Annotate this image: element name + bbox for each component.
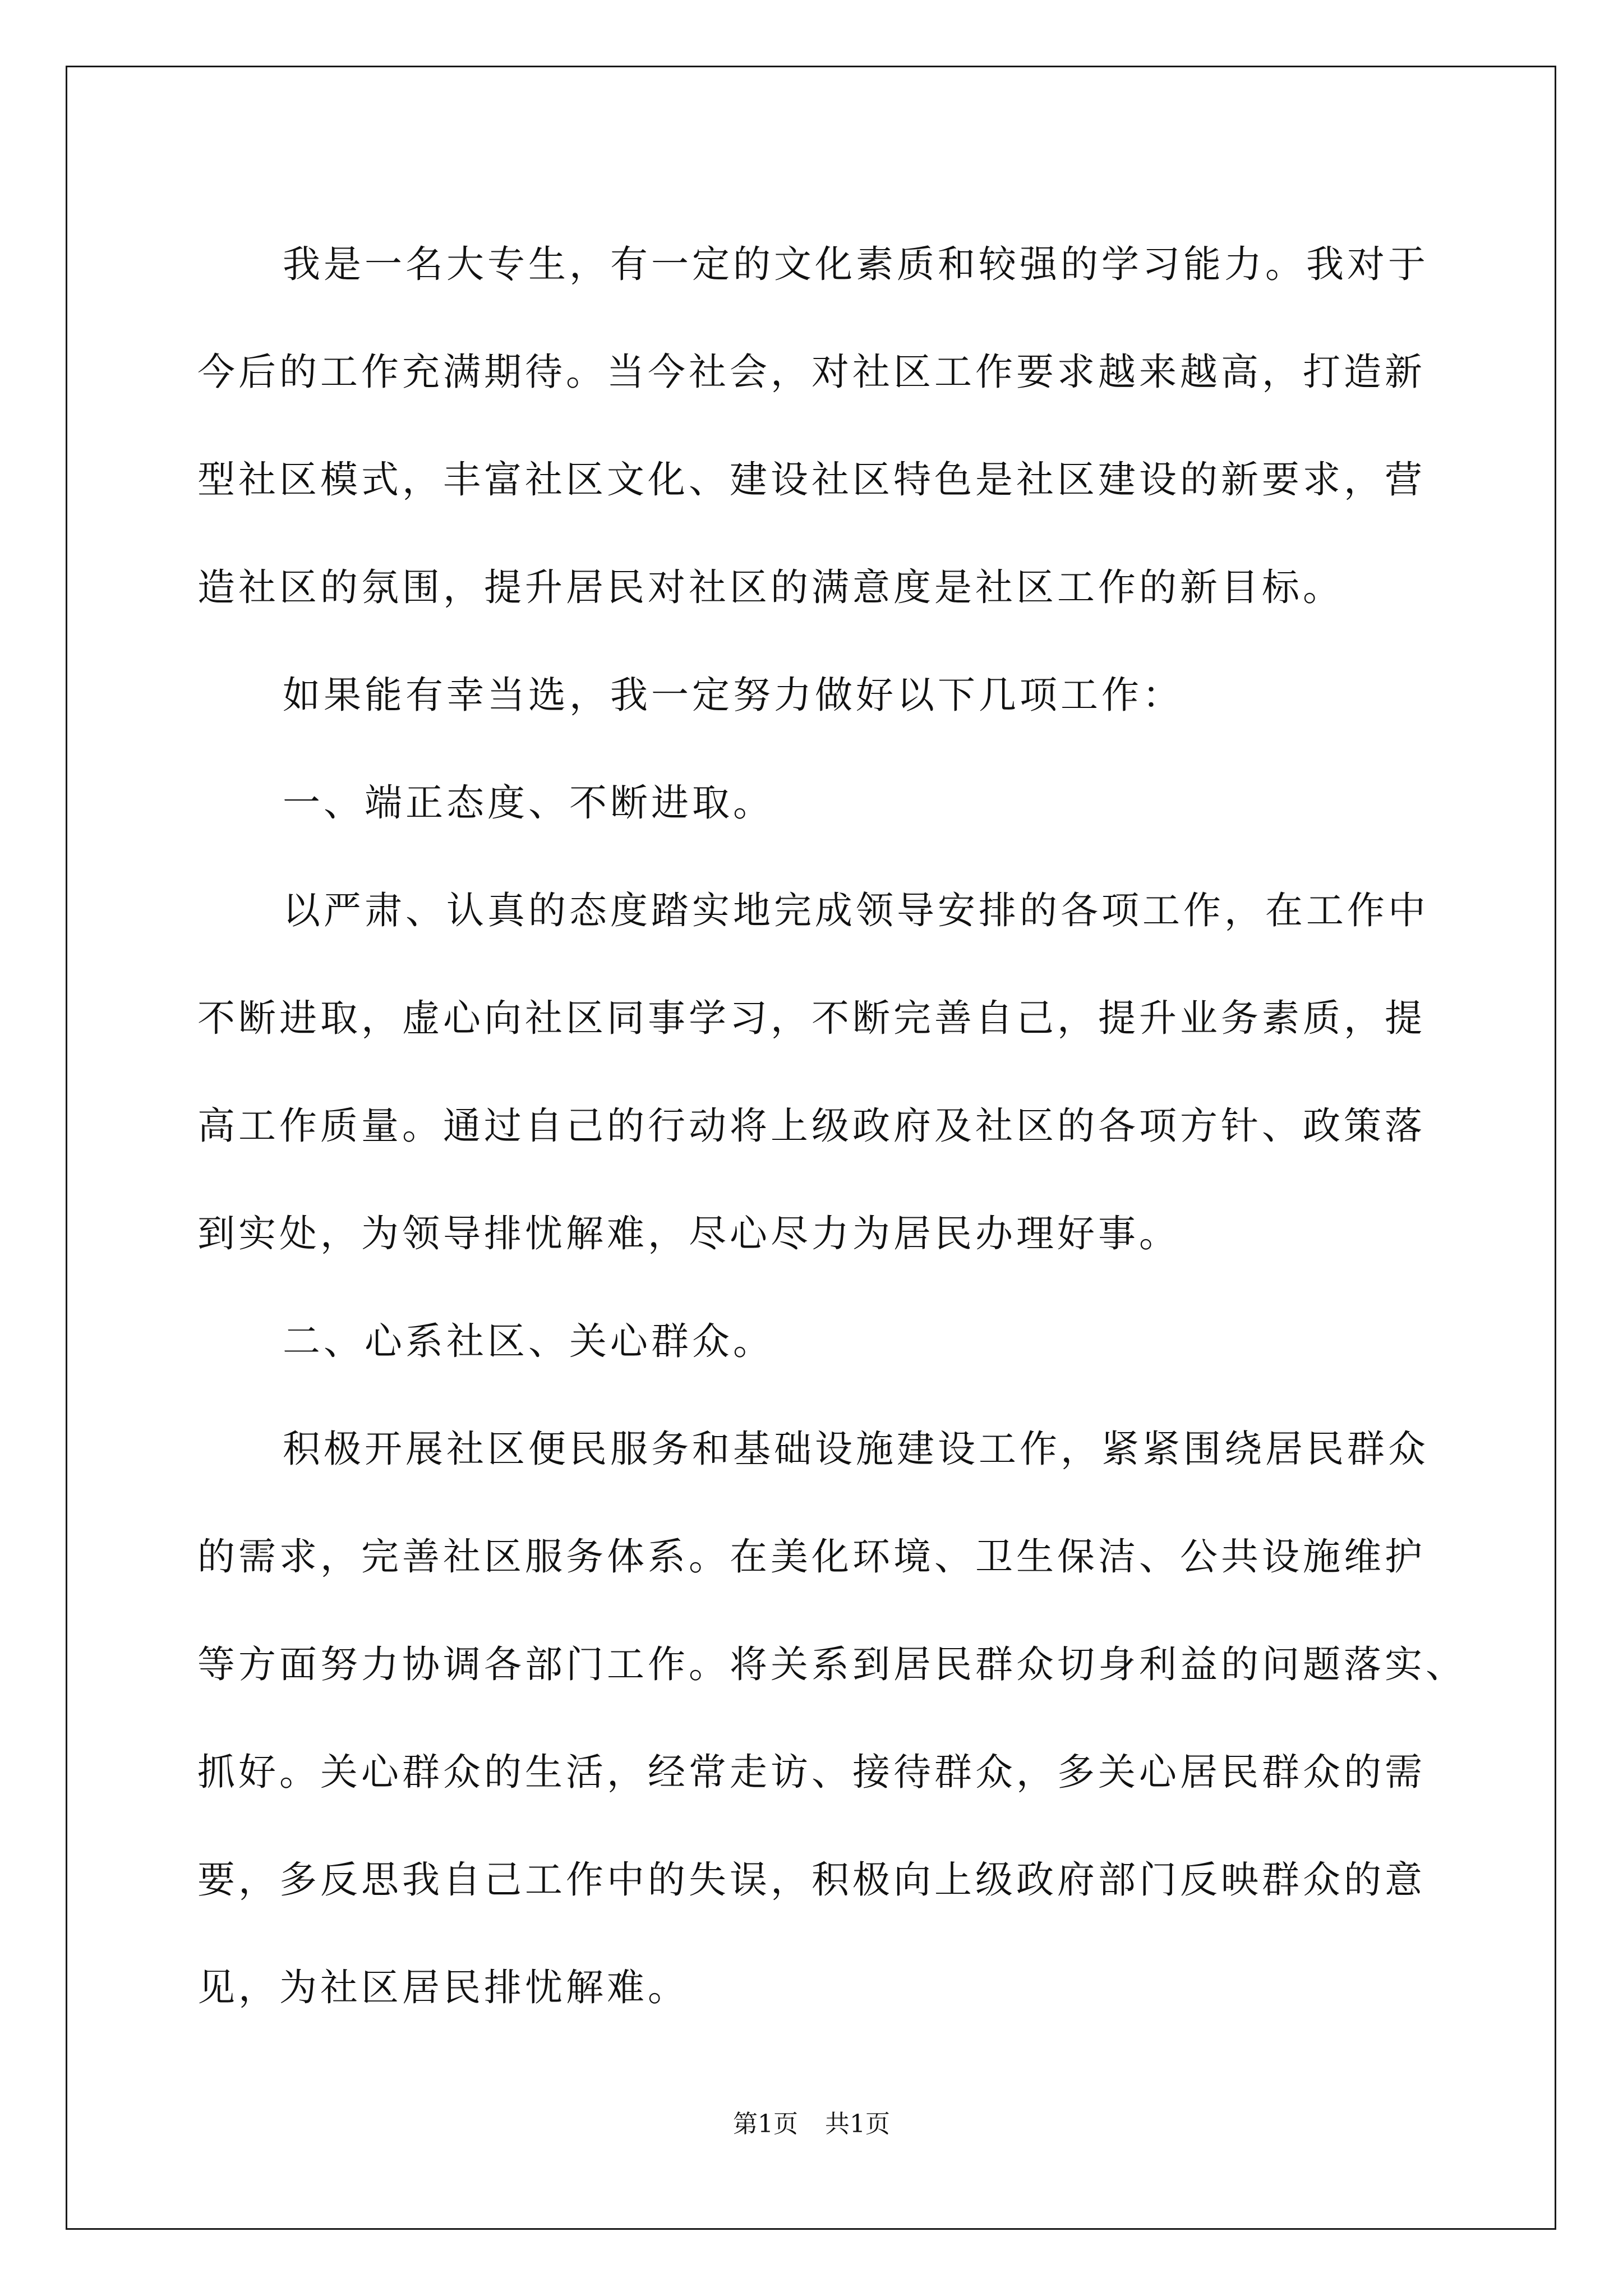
text-line: 型社区模式，丰富社区文化、建设社区特色是社区建设的新要求，营: [197, 458, 1426, 501]
text-line: 抓好。关心群众的生活，经常走访、接待群众，多关心居民群众的需: [197, 1750, 1426, 1794]
text-line: 见，为社区居民排忧解难。: [197, 1966, 689, 2009]
text-line: 今后的工作充满期待。当今社会，对社区工作要求越来越高，打造新: [197, 350, 1426, 394]
text-line: 要，多反思我自己工作中的失误，积极向上级政府部门反映群众的意: [197, 1858, 1426, 1902]
section-heading-2: [197, 1287, 1431, 1395]
text-line: 高工作质量。通过自己的行动将上级政府及社区的各项方针、政策落: [197, 1104, 1426, 1148]
text-line: 我是一名大专生，有一定的文化素质和较强的学习能力。我对于: [283, 242, 1429, 286]
text-line: 不断进取，虚心向社区同事学习，不断完善自己，提升业务素质，提: [197, 996, 1426, 1040]
text-line: 一、端正态度、不断进取。: [283, 781, 774, 825]
text-line: 的需求，完善社区服务体系。在美化环境、卫生保洁、公共设施维护: [197, 1535, 1426, 1579]
page-footer: [0, 2104, 1623, 2139]
paragraph-intro: [197, 210, 1431, 641]
paragraph-section-2: [197, 1395, 1467, 2041]
page-number: 第1页: [733, 2110, 798, 2138]
document-body: [197, 210, 1467, 2041]
text-line: 以严肃、认真的态度踏实地完成领导安排的各项工作，在工作中: [283, 889, 1429, 932]
text-line: 等方面努力协调各部门工作。将关系到居民群众切身利益的问题落实、: [197, 1642, 1467, 1686]
page-total: 共1页: [825, 2110, 890, 2138]
paragraph-section-1: [197, 857, 1431, 1287]
section-heading-1: [197, 749, 1431, 857]
text-line: 积极开展社区便民服务和基础设施建设工作，紧紧围绕居民群众: [283, 1427, 1429, 1471]
text-line: 到实处，为领导排忧解难，尽心尽力为居民办理好事。: [197, 1212, 1180, 1255]
text-line: 造社区的氛围，提升居民对社区的满意度是社区工作的新目标。: [197, 565, 1344, 609]
text-line: 二、心系社区、关心群众。: [283, 1319, 774, 1363]
paragraph-pledge: [197, 641, 1431, 749]
text-line: 如果能有幸当选，我一定努力做好以下几项工作：: [283, 673, 1183, 717]
